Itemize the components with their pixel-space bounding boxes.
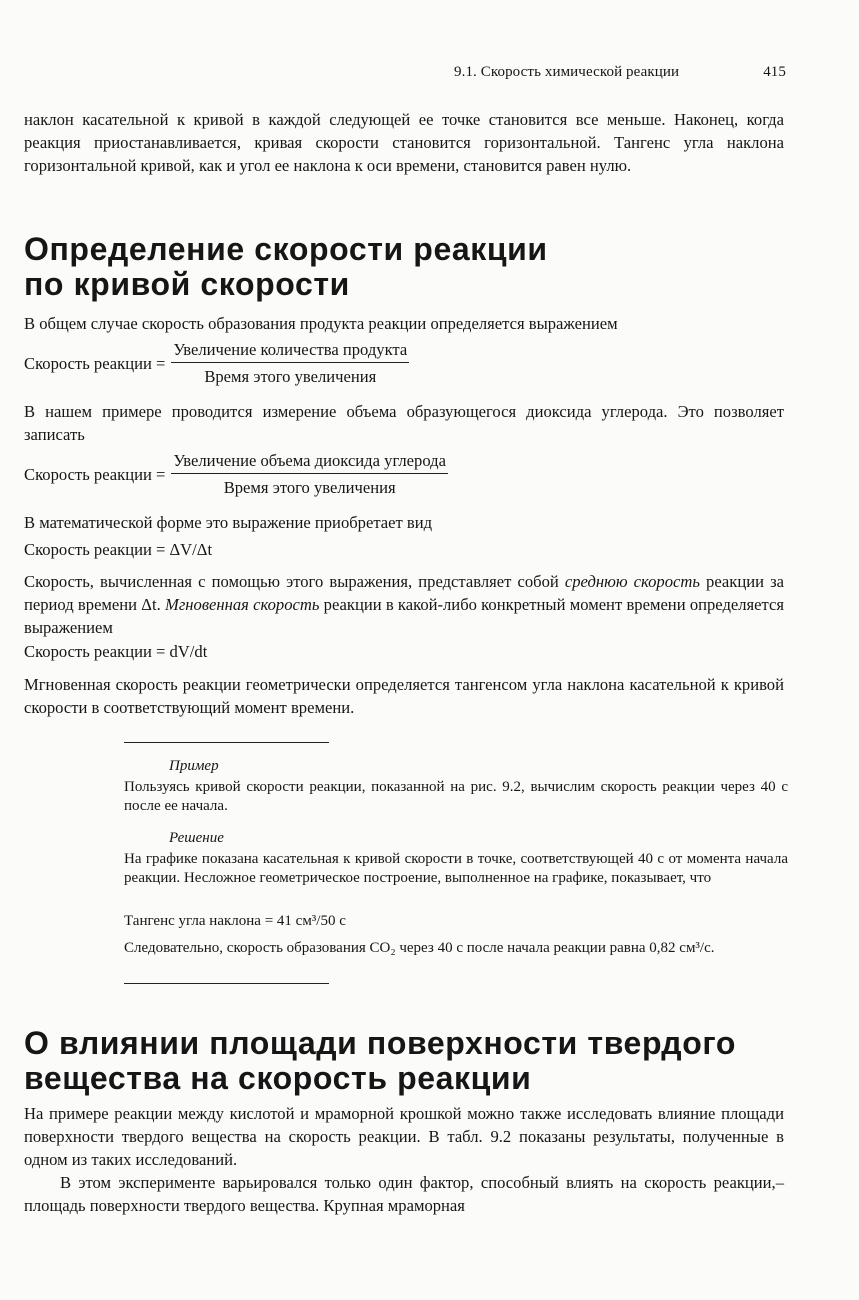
section-heading-2-line1: О влиянии площади поверхности твердого — [24, 1025, 737, 1061]
eq1-lhs: Скорость реакции = — [24, 353, 166, 373]
eq1-denominator: Время этого увеличения — [204, 367, 377, 386]
equation-4: Скорость реакции = dV/dt — [24, 642, 208, 661]
paragraph-experiment: В этом эксперименте варьировался только один фактор, способный влиять на скорость реакции,– площадь поверхности твердого вещества. Крупная мраморная — [24, 1173, 784, 1215]
paragraph-average-rate — [24, 570, 784, 639]
section-heading-1-line1: Определение скорости реакции — [24, 231, 548, 267]
para4-text-b: реакции за период времени Δt. — [24, 572, 784, 614]
eq1-numerator: Увеличение количества продукта — [171, 340, 409, 363]
paragraph-instant-rate: Мгновенная скорость реакции геометрически определяется тангенсом угла наклона касательной к кривой скорости в соответствующий момент времени. — [24, 675, 784, 717]
para4-italic-average: среднюю скорость — [564, 572, 700, 591]
para4-text-c: реакции в какой-либо конкретный момент времени определяется выражением — [24, 595, 784, 637]
section-heading-2-line2: вещества на скорость реакции — [24, 1060, 532, 1096]
equation-3: Скорость реакции = ΔV/Δt — [24, 540, 213, 559]
solution-label: Решение — [169, 830, 224, 846]
example-conclusion: Следовательно, скорость образования CO₂ через 40 с после начала реакции равна 0,82 см³/с. — [124, 940, 715, 956]
section-heading-1-line2: по кривой скорости — [24, 266, 350, 302]
page-number: 415 — [763, 64, 786, 80]
equation-1 — [24, 340, 784, 387]
running-header — [454, 64, 786, 81]
paragraph-co2-measurement: В нашем примере проводится измерение объема образующегося диоксида углерода. Это позволяет записать — [24, 402, 784, 444]
solution-text: На графике показана касательная к кривой скорости в точке, соответствующей 40 с от момента начала реакции. Несложное геометрическое построение, выполненное на графике, показывает, что — [124, 851, 788, 886]
tangent-value: Тангенс угла наклона = 41 см³/50 с — [124, 913, 346, 929]
header-section-title: 9.1. Скорость химической реакции — [454, 64, 680, 80]
equation-2 — [24, 451, 784, 498]
eq2-lhs: Скорость реакции = — [24, 464, 166, 484]
eq2-denominator: Время этого увеличения — [223, 478, 396, 497]
paragraph-surface-area: На примере реакции между кислотой и мраморной крошкой можно также исследовать влияние площади поверхности твердого вещества на скорость реакции. В табл. 9.2 показаны результаты, полученные в одном из таких исследований. — [24, 1104, 784, 1169]
example-top-rule — [124, 742, 329, 743]
paragraph-general-rate: В общем случае скорость образования продукта реакции определяется выражением — [24, 314, 618, 333]
example-label: Пример — [169, 758, 219, 774]
para4-italic-instant: Мгновенная скорость — [165, 595, 320, 614]
intro-paragraph: наклон касательной к кривой в каждой следующей ее точке становится все меньше. Наконец, когда реакция приостанавливается, кривая скорости становится горизонтальной. Тангенс угла наклона горизонтальной кривой, как и угол ее наклона к оси времени, становится равен нулю. — [24, 110, 784, 175]
para4-text-a: Скорость, вычисленная с помощью этого выражения, представляет собой — [24, 572, 565, 591]
eq2-numerator: Увеличение объема диоксида углерода — [171, 451, 448, 474]
example-text: Пользуясь кривой скорости реакции, показанной на рис. 9.2, вычислим скорость реакции через 40 с после ее начала. — [124, 779, 788, 814]
paragraph-math-form: В математической форме это выражение приобретает вид — [24, 513, 433, 532]
example-bottom-rule — [124, 983, 329, 984]
